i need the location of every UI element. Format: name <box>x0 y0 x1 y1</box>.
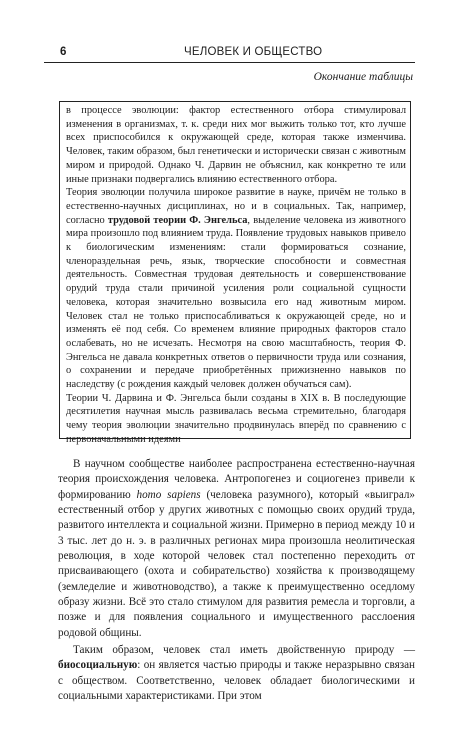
table-paragraph-engels-rest: , выделение человека из животного мира произошло под влиянием труда. Появление трудовых навыков привело к биологическим изменениям: стали формироваться сознание, членораздельная речь, язык, творческие способности и совместная деятельность. Совместная трудовая деятельность и совершенствование орудий труда стали причиной усиления роли социальной сущности человека, которая значительно возвысила его над животным миром. Человек стал не только приспосабливаться к окружающей среде, но и изменять её под себя. Со временем влияние природных факторов стало ослабевать, но не исчезать. Несмотря на свою масштабность, теория Ф. Энгельса не давала конкретных ответов о первичности труда или сознания, о сохранении и передаче приобретённых прижизненно навыков по наследству (с рождения каждый человек должен обучаться сам). <box>66 214 407 391</box>
table-paragraph-conclusion: Теории Ч. Дарвина и Ф. Энгельса были созданы в XIX в. В последующие десятилетия научная мысль развивалась весьма стремительно, благодаря чему теория эволюции значительно продвинулась вперёд по сравнению с первоначальными идеями <box>66 392 406 445</box>
header-rule <box>44 62 415 63</box>
body-paragraph-anthropogenesis-start: В научном сообществе наиболее распространена естественно-научная теория происхождения человека. Антропогенез и социогенез привели к формированию <box>58 458 415 501</box>
labor-theory-term: трудовой теории Ф. Энгельса <box>107 214 248 226</box>
body-paragraph-biosocial-rest: : он является частью природы и также неразрывно связан с обществом. Соответственно, человек обладает биологическими и социальными характеристиками. При этом <box>58 659 415 703</box>
body-paragraph-anthropogenesis-rest: (человека разумного), который «выиграл» естественный отбор у других животных с помощью своих орудий труда, развитого интеллекта и социальной жизни. Примерно в период между 10 и 3 тыс. лет до н. э. в различных регионах мира произошла неолитическая революция, в ходе которой человек стал постепенно переходить от присваивающего (охота и собирательство) хозяйства к производящему (земледелие и животноводство), а также к преимущественно оседлому образу жизни. Всё это стало стимулом для развития ремесла и торговли, а позже и для появления социального и имущественного расслоения родовой общины. <box>58 488 416 639</box>
main-text <box>58 457 415 705</box>
homo-sapiens-term: homo sapiens <box>136 488 201 501</box>
biosocial-term: биосоциальную <box>58 659 138 672</box>
table-paragraph-darwin: в процессе эволюции: фактор естественного отбора стимулировал изменения в организмах, т. к. среди них мог выжить только тот, кто лучше всех приспособился к окружающей среде, которая также изменчива. Человек, таким образом, был генетически и исторически связан с животным миром и природой. Однако Ч. Дарвин не объяснил, как конкретно те или иные признаки подвергались влиянию естественного отбора. <box>66 105 406 185</box>
table-cell-text <box>66 104 406 447</box>
page-header <box>44 42 415 62</box>
body-paragraph-anthropogenesis <box>58 457 415 641</box>
body-paragraph-biosocial <box>58 643 415 704</box>
body-paragraph-biosocial-start: Таким образом, человек стал иметь двойственную природу — <box>73 644 415 657</box>
page-number: 6 <box>60 46 67 58</box>
table-paragraph-engels <box>66 186 406 392</box>
table-continuation-label: Окончание таблицы <box>313 71 413 83</box>
table-paragraph-engels-start: Теория эволюции получила широкое развитие в науке, причём не только в естественно-научных дисциплинах, но и в социальных. Так, например, согласно <box>66 187 406 226</box>
running-title: ЧЕЛОВЕК И ОБЩЕСТВО <box>184 46 323 58</box>
